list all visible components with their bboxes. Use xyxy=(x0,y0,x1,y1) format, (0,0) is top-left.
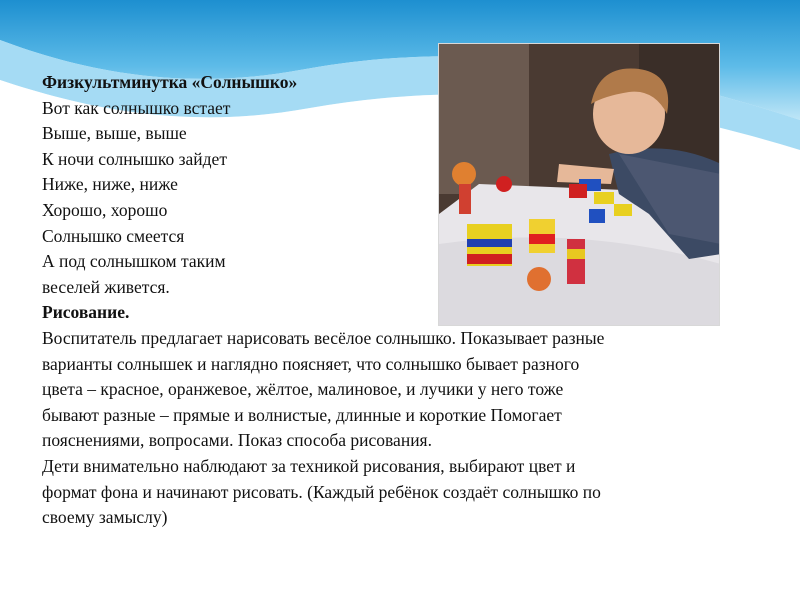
poem-line: Выше, выше, выше xyxy=(42,123,187,144)
poem-line: веселей живется. xyxy=(42,276,170,297)
poem-line: Солнышко смеется xyxy=(42,225,185,246)
slide-text xyxy=(42,70,772,531)
poem-line: А под солнышком таким xyxy=(42,251,226,272)
drawing-line: Воспитатель предлагает нарисовать весёлое солнышко. Показывает разные xyxy=(42,327,605,348)
poem-line: Ниже, ниже, ниже xyxy=(42,174,178,195)
drawing-line: бывают разные – прямые и волнистые, длинные и короткие Помогает xyxy=(42,404,562,425)
poem-line: К ночи солнышко зайдет xyxy=(42,148,227,169)
drawing-heading: Рисование. xyxy=(42,302,130,323)
drawing-line: Дети внимательно наблюдают за техникой рисования, выбирают цвет и xyxy=(42,455,576,476)
poem-title: Физкультминутка «Солнышко» xyxy=(42,72,298,92)
poem-line: Вот как солнышко встает xyxy=(42,97,231,118)
drawing-line: пояснениями, вопросами. Показ способа рисования. xyxy=(42,430,432,451)
drawing-line: своему замыслу) xyxy=(42,507,168,528)
drawing-line: цвета – красное, оранжевое, жёлтое, малиновое, и лучики у него тоже xyxy=(42,379,564,400)
drawing-line: формат фона и начинают рисовать. (Каждый ребёнок создаёт солнышко по xyxy=(42,481,601,502)
poem-line: Хорошо, хорошо xyxy=(42,199,168,220)
drawing-line: варианты солнышек и наглядно поясняет, что солнышко бывает разного xyxy=(42,353,580,374)
